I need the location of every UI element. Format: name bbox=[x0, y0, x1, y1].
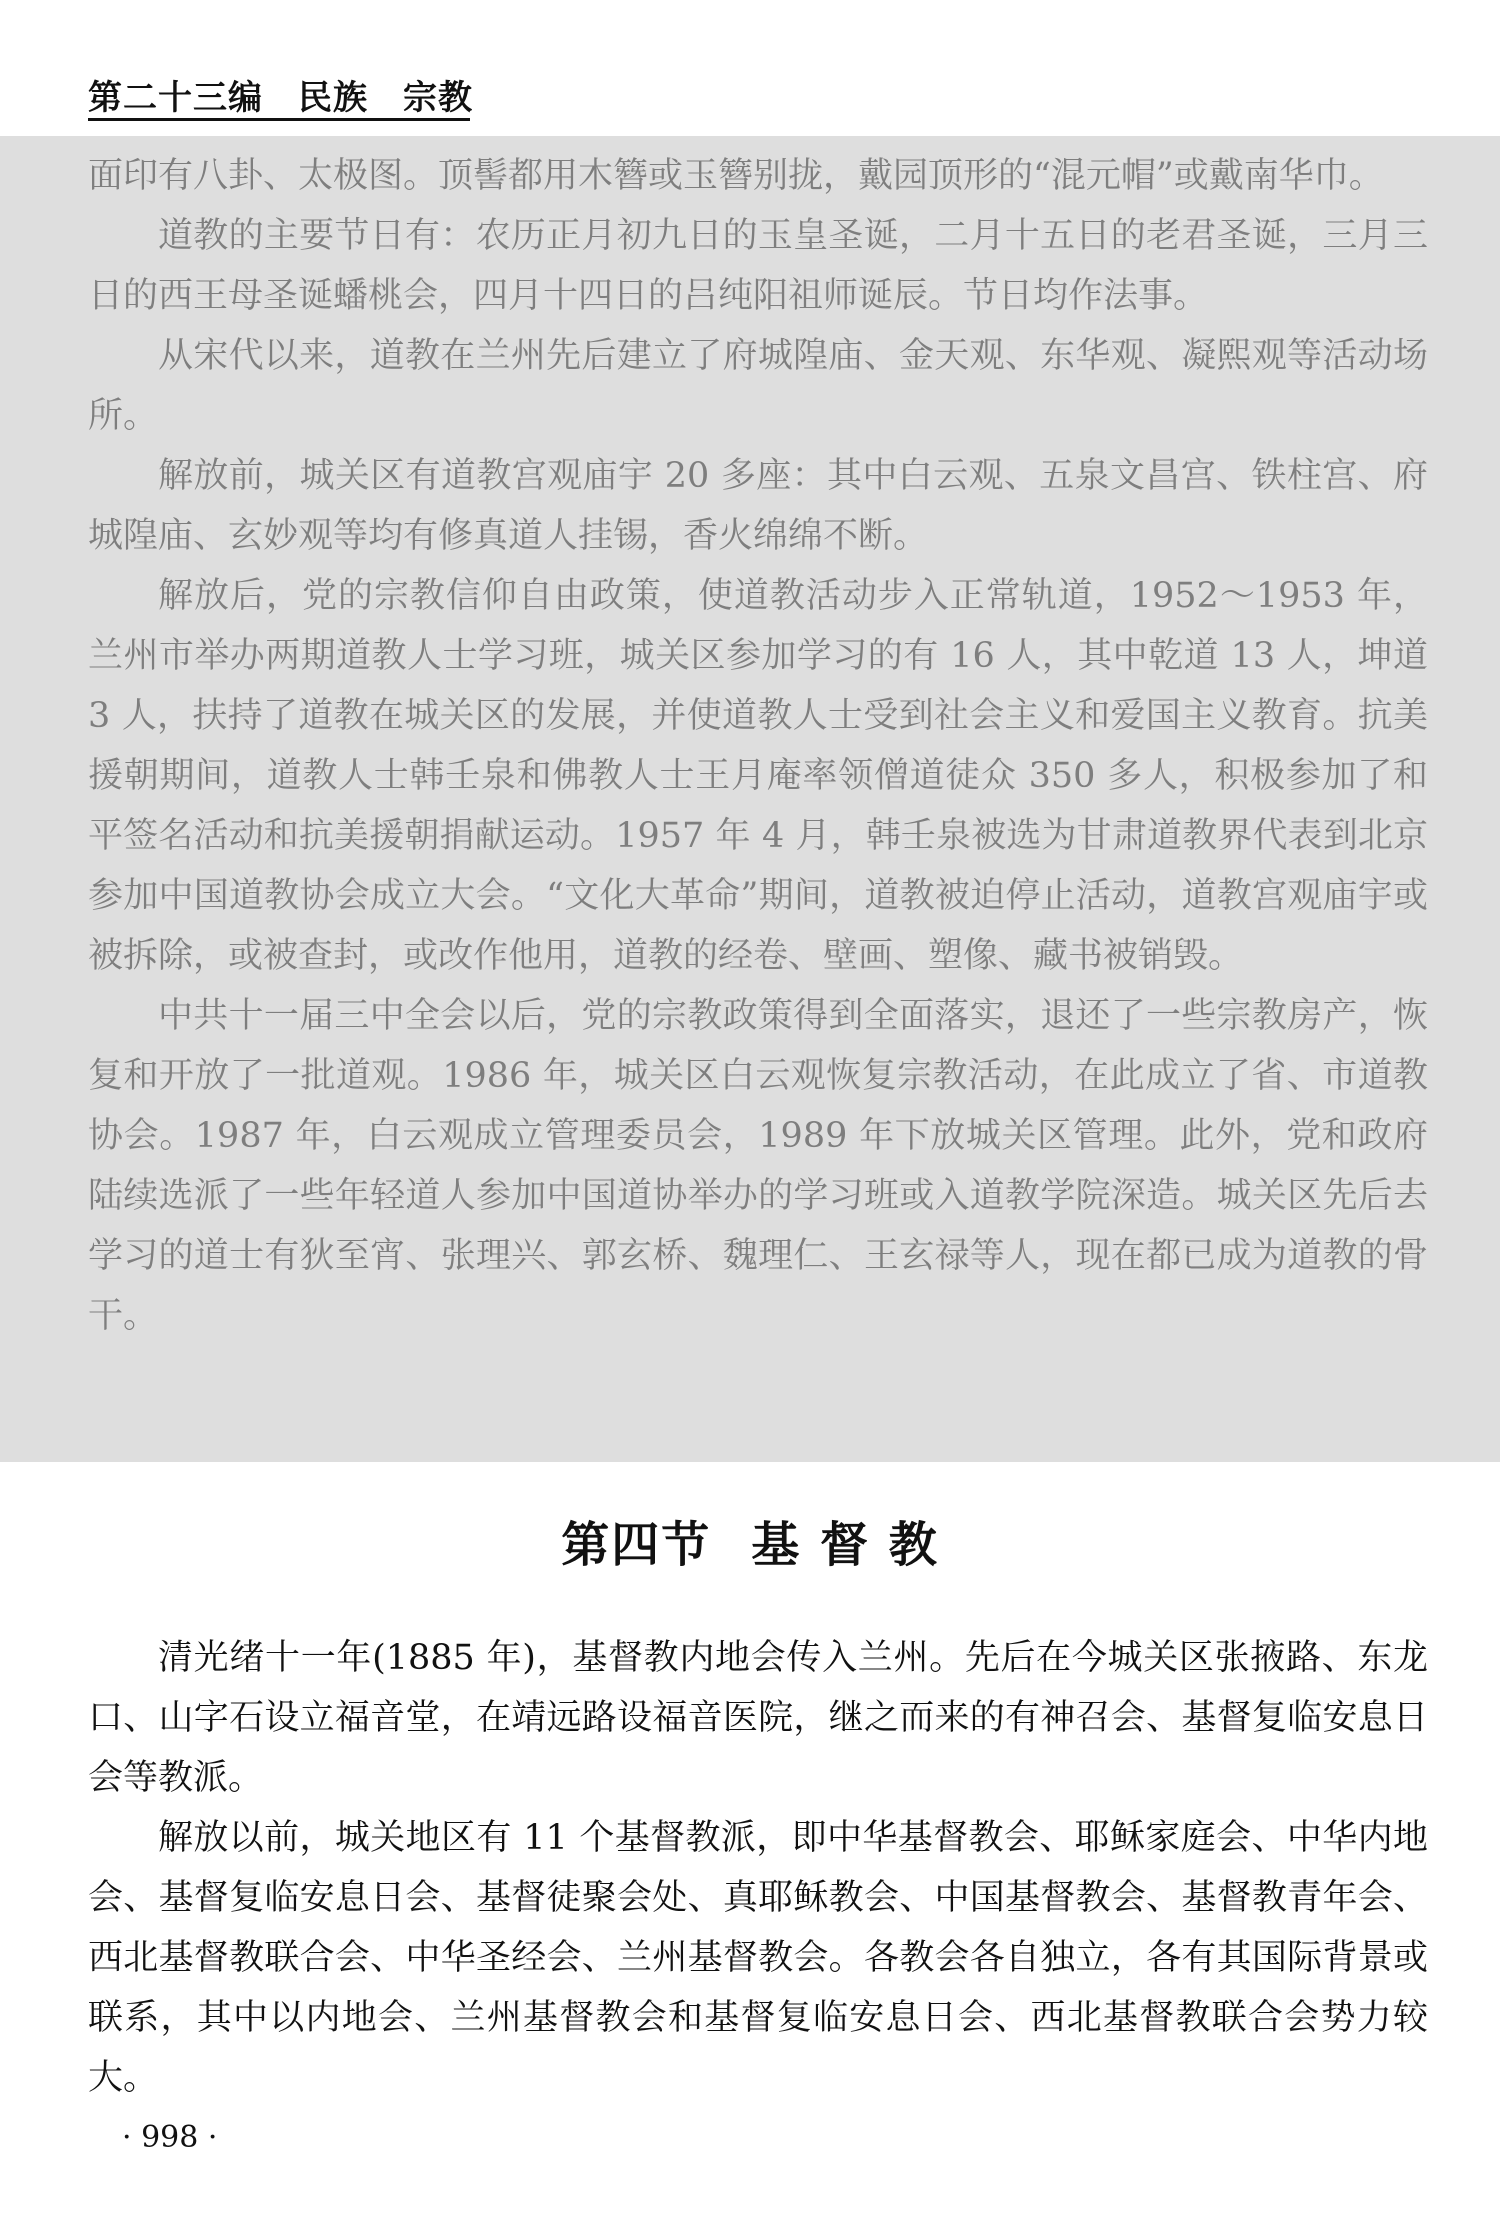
running-header: 第二十三编 民族 宗教 bbox=[88, 78, 473, 118]
section-title: 基 督 教 bbox=[751, 1517, 939, 1573]
paragraph: 清光绪十一年(1885 年)，基督教内地会传入兰州。先后在今城关区张掖路、东龙口、山字石设立福音堂，在靖远路设福音医院，继之而来的有神召会、基督复临安息日会等教派。 bbox=[88, 1638, 1428, 1798]
paragraph: 解放后，党的宗教信仰自由政策，使道教活动步入正常轨道，1952～1953 年，兰州市举办两期道教人士学习班，城关区参加学习的有 16 人，其中乾道 13 人，坤道 3 人，扶持了道教在城关区的发展，并使道教人士受到社会主义和爱国主义教育。抗美援朝期间，道教人士韩壬泉和佛教人士王月庵率领僧道徒众 350 多人，积极参加了和平签名活动和抗美援朝捐献运动。1957 年 4 月，韩壬泉被选为甘肃道教界代表到北京参加中国道教协会成立大会。“文化大革命”期间，道教被迫停止活动，道教宫观庙宇或被拆除，或被查封，或改作他用，道教的经卷、壁画、塑像、藏书被销毁。 bbox=[88, 576, 1428, 976]
shaded-text-content bbox=[88, 146, 1428, 1346]
body-text bbox=[88, 1628, 1428, 2108]
section-number: 第四节 bbox=[561, 1517, 712, 1573]
paragraph: 中共十一届三中全会以后，党的宗教政策得到全面落实，退还了一些宗教房产，恢复和开放了一批道观。1986 年，城关区白云观恢复宗教活动，在此成立了省、市道教协会。1987 年，白云观成立管理委员会，1989 年下放城关区管理。此外，党和政府陆续选派了一些年轻道人参加中国道协举办的学习班或入道教学院深造。城关区先后去学习的道士有狄至宵、张理兴、郭玄桥、魏理仁、王玄禄等人，现在都已成为道教的骨干。 bbox=[88, 996, 1428, 1336]
paragraph: 道教的主要节日有：农历正月初九日的玉皇圣诞，二月十五日的老君圣诞，三月三日的西王母圣诞蟠桃会，四月十四日的吕纯阳祖师诞辰。节日均作法事。 bbox=[88, 216, 1428, 316]
paragraph: 解放以前，城关地区有 11 个基督教派，即中华基督教会、耶稣家庭会、中华内地会、基督复临安息日会、基督徒聚会处、真耶稣教会、中国基督教会、基督教青年会、西北基督教联合会、中华圣经会、兰州基督教会。各教会各自独立，各有其国际背景或联系，其中以内地会、兰州基督教会和基督复临安息日会、西北基督教联合会势力较大。 bbox=[88, 1818, 1428, 2098]
paragraph: 从宋代以来，道教在兰州先后建立了府城隍庙、金天观、东华观、凝熙观等活动场所。 bbox=[88, 336, 1428, 436]
paragraph: 面印有八卦、太极图。顶髻都用木簪或玉簪别拢，戴园顶形的“混元帽”或戴南华巾。 bbox=[88, 156, 1384, 196]
section-heading bbox=[0, 1506, 1500, 1575]
page-number: · 998 · bbox=[122, 2120, 218, 2155]
paragraph: 解放前，城关区有道教宫观庙宇 20 多座：其中白云观、五泉文昌宫、铁柱宫、府城隍庙、玄妙观等均有修真道人挂锡，香火绵绵不断。 bbox=[88, 456, 1428, 556]
header-rule bbox=[88, 118, 470, 121]
